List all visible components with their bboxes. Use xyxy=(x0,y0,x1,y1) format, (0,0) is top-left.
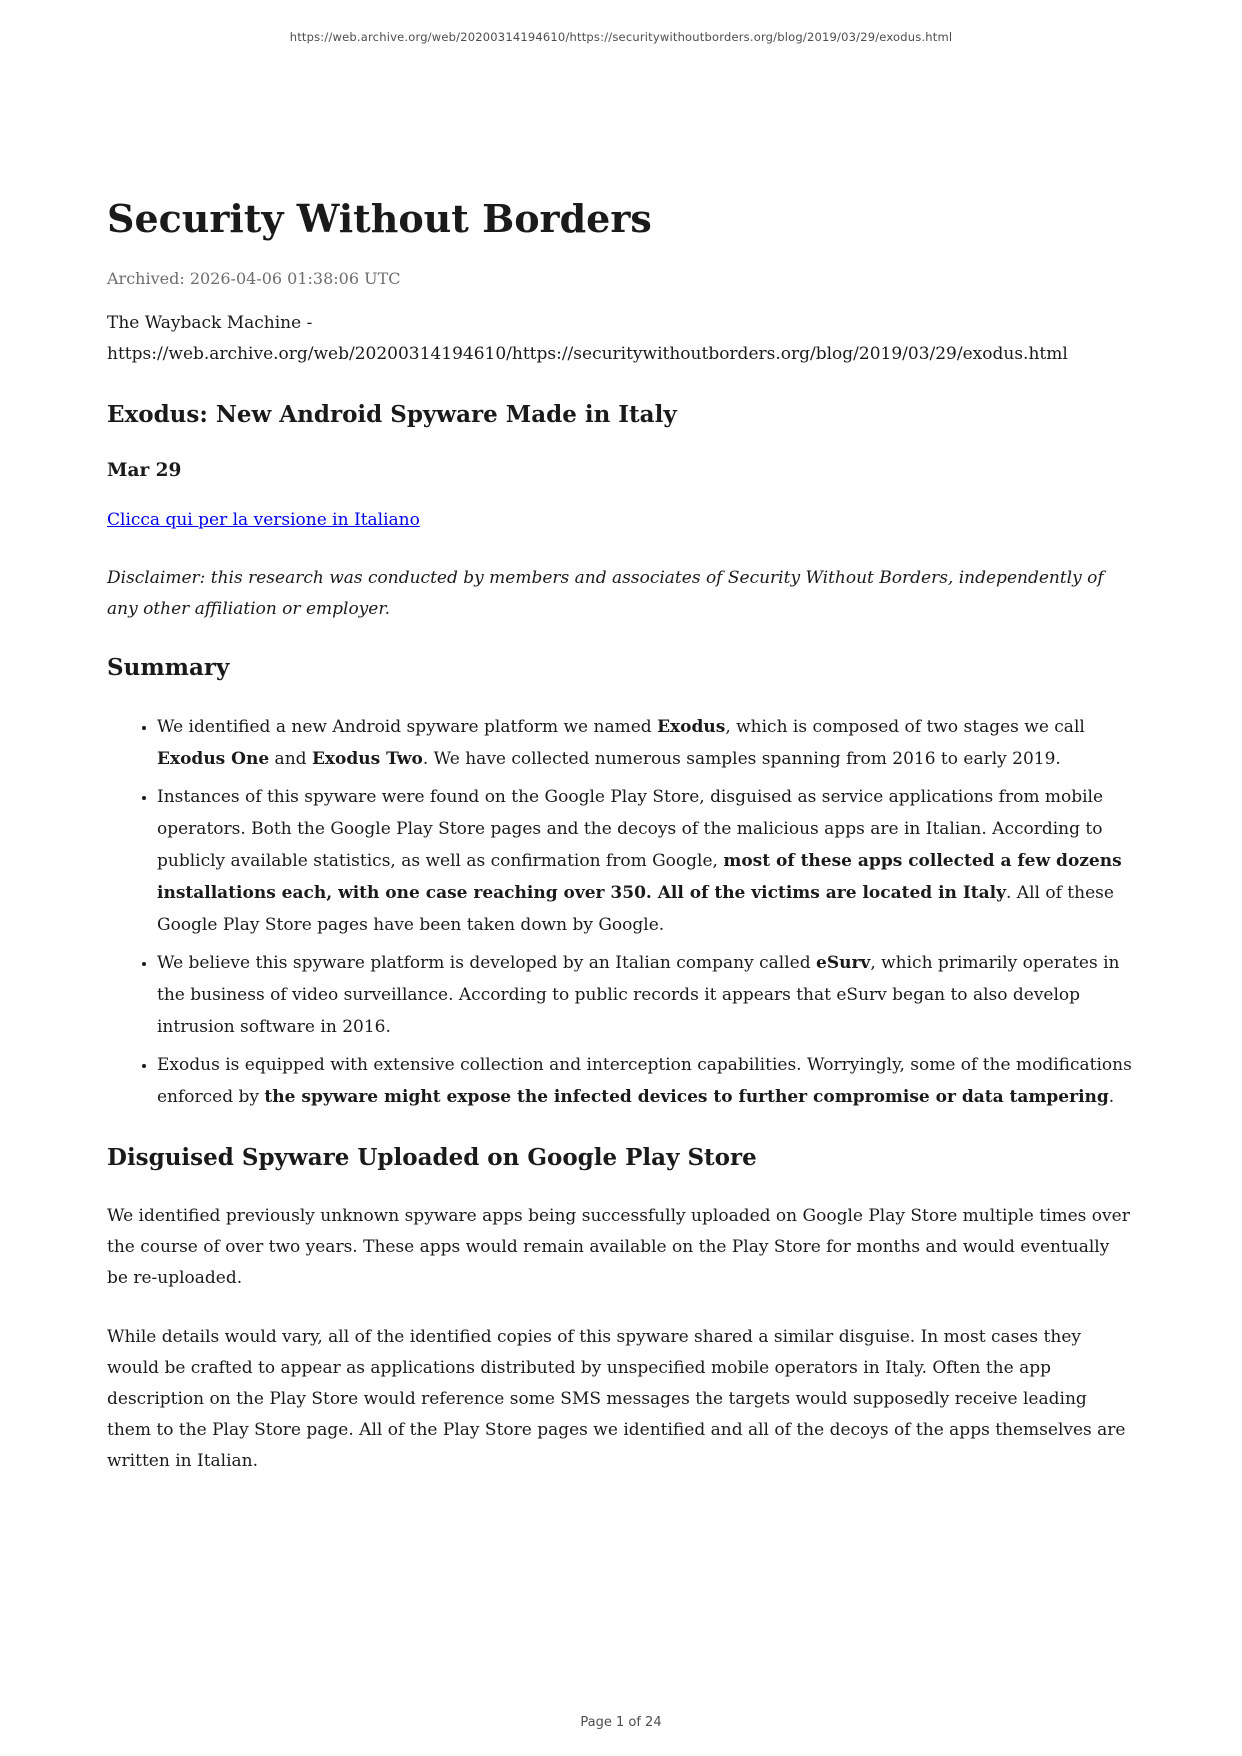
site-title: Security Without Borders xyxy=(107,196,652,241)
summary-list xyxy=(107,711,1135,1113)
summary-bullet-2: • Instances of this spyware were found on the Google Play Store, disguised as service applications from mobile operators. Both the Google Play Store pages and the decoys of the malicious apps are in Italian. According to publicly available statistics, as well as confirmation from Google, most of these apps collected a few dozens installations each, with one case reaching over 350. All of the victims are located in Italy. All of these Google Play Store pages have been taken down by Google. xyxy=(157,781,1135,941)
wayback-url: https://web.archive.org/web/20200314194610/https://securitywithoutborders.org/blog/2019/03/29/exodus.html xyxy=(107,344,1068,364)
summary-bullet-1: • We identified a new Android spyware platform we named Exodus, which is composed of two stages we call Exodus One and Exodus Two. We have collected numerous samples spanning from 2016 to early 2019. xyxy=(157,711,1135,775)
print-header xyxy=(0,30,1242,44)
wayback-label: The Wayback Machine - xyxy=(107,313,313,333)
summary-bullet-3: • We believe this spyware platform is developed by an Italian company called eSurv, which primarily operates in the business of video surveillance. According to public records it appears that eSurv began to also develop intrusion software in 2016. xyxy=(157,947,1135,1043)
print-header-url: https://web.archive.org/web/20200314194610/https://securitywithoutborders.org/blog/2019/03/29/exodus.html xyxy=(289,30,953,44)
print-footer xyxy=(0,1715,1242,1730)
summary-heading: Summary xyxy=(107,654,230,681)
language-switch-row xyxy=(107,505,1135,535)
disguised-spyware-heading: Disguised Spyware Uploaded on Google Play Store xyxy=(107,1144,757,1171)
archived-timestamp: Archived: 2026-04-06 01:38:06 UTC xyxy=(107,269,401,288)
italian-version-link[interactable]: Clicca qui per la versione in Italiano xyxy=(107,510,420,530)
body-paragraph-2: While details would vary, all of the identified copies of this spyware shared a similar disguise. In most cases they would be crafted to appear as applications distributed by unspecified mobile operators in Italy. Often the app description on the Play Store would reference some SMS messages the targets would supposedly receive leading them to the Play Store page. All of the Play Store pages we identified and all of the decoys of the apps themselves are written in Italian. xyxy=(107,1327,1126,1471)
summary-bullet-4: • Exodus is equipped with extensive collection and interception capabilities. Worryingly, some of the modifications enforced by the spyware might expose the infected devices to further compromise or data tampering. xyxy=(157,1049,1135,1113)
wayback-reference xyxy=(107,308,1135,370)
body-paragraph-1: We identified previously unknown spyware apps being successfully uploaded on Google Play Store multiple times over the course of over two years. These apps would remain available on the Play Store for months and would eventually be re-uploaded. xyxy=(107,1206,1130,1288)
page-number: Page 1 of 24 xyxy=(580,1715,662,1730)
disclaimer-text: Disclaimer: this research was conducted by members and associates of Security Without Borders, independently of any other affiliation or employer. xyxy=(107,568,1104,619)
article-title: Exodus: New Android Spyware Made in Italy xyxy=(107,401,677,428)
article-date: Mar 29 xyxy=(107,460,182,481)
